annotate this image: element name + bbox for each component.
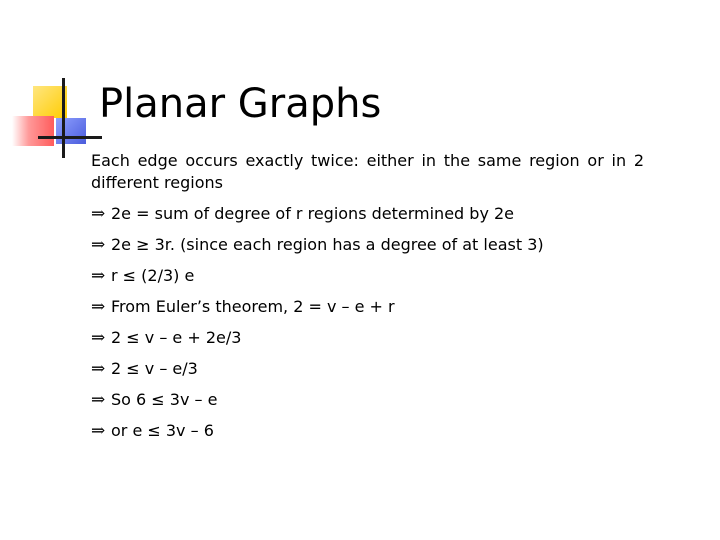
list-item-text: 2e ≥ 3r. (since each region has a degree of at least 3)	[111, 235, 544, 254]
implication-list	[91, 203, 544, 451]
implies-symbol: ⇒	[91, 204, 106, 224]
list-item	[91, 389, 544, 420]
list-item-text: or e ≤ 3v – 6	[111, 421, 214, 440]
logo-blue-square	[56, 118, 86, 144]
list-item	[91, 296, 544, 327]
implies-symbol: ⇒	[91, 297, 106, 317]
implies-symbol: ⇒	[91, 390, 106, 410]
implies-symbol: ⇒	[91, 266, 106, 286]
slide-logo	[0, 0, 110, 170]
list-item	[91, 203, 544, 234]
list-item	[91, 327, 544, 358]
list-item-text: 2 ≤ v – e + 2e/3	[111, 328, 242, 347]
slide-title: Planar Graphs	[99, 81, 382, 127]
logo-vertical-line	[62, 78, 65, 158]
list-item-text: 2e = sum of degree of r regions determined by 2e	[111, 204, 515, 223]
list-item	[91, 420, 544, 451]
implies-symbol: ⇒	[91, 421, 106, 441]
list-item	[91, 265, 544, 296]
list-item-text: So 6 ≤ 3v – e	[111, 390, 218, 409]
implies-symbol: ⇒	[91, 328, 106, 348]
logo-horizontal-line	[38, 136, 102, 139]
implies-symbol: ⇒	[91, 235, 106, 255]
list-item	[91, 358, 544, 389]
implies-symbol: ⇒	[91, 359, 106, 379]
intro-paragraph: Each edge occurs exactly twice: either in the same region or in 2 different regions	[91, 151, 644, 192]
list-item-text: 2 ≤ v – e/3	[111, 359, 198, 378]
list-item-text: r ≤ (2/3) e	[111, 266, 195, 285]
logo-red-square	[12, 116, 54, 146]
list-item	[91, 234, 544, 265]
list-item-text: From Euler’s theorem, 2 = v – e + r	[111, 297, 395, 316]
